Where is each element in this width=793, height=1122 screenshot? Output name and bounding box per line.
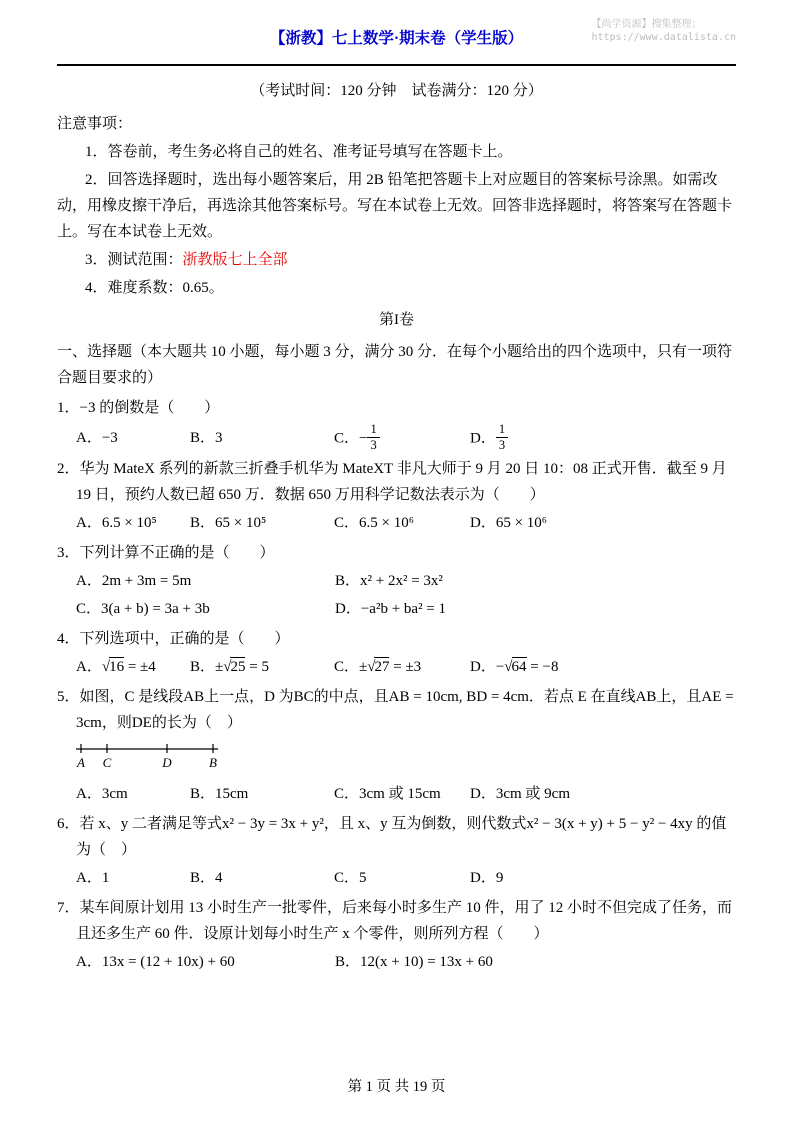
q3-option-b: B．x² + 2x² = 3x² — [335, 573, 443, 590]
question-7-stem: 7．某车间原计划用 13 小时生产一批零件，后来每小时多生产 10 件，用了 12 小时不但完成了任务，而且还多生产 60 件．设原计划每小时生产 x 个零件，则所列方程（ ） — [57, 900, 733, 943]
question-4-stem: 4．下列选项中，正确的是（ ） — [57, 631, 290, 648]
note-item-3-scope: 浙教版七上全部 — [182, 252, 288, 268]
q1-option-d-prefix: D． — [470, 430, 496, 447]
q4-option-d-radicand: 64 — [511, 659, 527, 676]
q7-option-b: B．12(x + 10) = 13x + 60 — [335, 954, 493, 971]
header-divider — [57, 64, 736, 66]
note-item-1: 1．答卷前，考生务必将自己的姓名、准考证号填写在答题卡上。 — [85, 144, 513, 160]
q4-option-a — [76, 654, 190, 680]
q1-option-c-fraction — [367, 423, 379, 452]
note-item-2: 2．回答选择题时，选出每小题答案后，用 2B 铅笔把答题卡上对应题目的答案标号涂黑。如需改动，用橡皮擦干净后，再选涂其他答案标号。写在本试卷上无效。回答非选择题时，将答案写在答题卡上。写在本试卷上无效。 — [57, 172, 733, 240]
header — [57, 18, 736, 54]
q3-option-a: A．2m + 3m = 5m — [76, 573, 192, 590]
watermark-source-text: 【尚学资源】搜集整理； — [591, 19, 702, 30]
question-2-stem: 2．华为 MateX 系列的新款三折叠手机华为 MateXT 非凡大师于 9 月 20 日 10：08 正式开售．截至 9 月 19 日，预约人数已超 650 万．数据 650 万用科学记数法表示为（ ） — [57, 461, 727, 504]
question-3-options-row-2 — [57, 596, 736, 622]
q1-option-d-denominator: 3 — [498, 438, 506, 453]
note-item-4: 4．难度系数：0.65。 — [85, 280, 224, 296]
q1-option-d — [470, 423, 508, 452]
q1-option-b: B．3 — [190, 430, 223, 447]
question-7-options — [57, 949, 736, 975]
q6-option-d: D．9 — [470, 870, 504, 887]
q4-option-d — [470, 654, 558, 680]
q5-figure — [76, 740, 736, 777]
watermark-url: https://www.datalista.cn — [591, 32, 736, 43]
q1-option-c-prefix: C．− — [334, 430, 368, 447]
watermark — [592, 18, 737, 44]
note-item-3-prefix: 3．测试范围： — [85, 252, 183, 268]
q1-option-d-numerator: 1 — [496, 423, 508, 438]
q5-point-c-label: C — [102, 755, 112, 771]
q1-option-c-numerator: 1 — [367, 423, 379, 438]
question-3-options-row-1 — [57, 568, 736, 594]
q4-option-c-radical-icon: √ — [367, 659, 375, 676]
q4-option-a-prefix: A． — [76, 659, 102, 676]
q2-option-d: D．65 × 10⁶ — [470, 515, 548, 532]
page-title: 【浙教】七上数学·期末卷（学生版） — [269, 30, 524, 47]
question-5-options — [57, 781, 736, 807]
exam-info-line: （考试时间：120 分钟 试卷满分：120 分） — [250, 83, 543, 99]
q4-option-c — [334, 654, 470, 680]
question-5-stem: 5．如图，C 是线段AB上一点，D 为BC的中点，且AB = 10cm, BD = 4cm．若点 E 在直线AB上，且AE = 3cm，则DE的长为（ ） — [57, 689, 734, 732]
question-2-options — [57, 510, 736, 536]
q5-point-a-label: A — [77, 755, 85, 771]
q5-option-a: A．3cm — [76, 786, 128, 803]
notes-heading: 注意事项： — [57, 116, 133, 132]
volume-title: 第I卷 — [379, 312, 414, 328]
q4-option-d-radical-icon: √ — [504, 659, 512, 676]
q5-option-b: B．15cm — [190, 786, 249, 803]
q2-option-b: B．65 × 10⁵ — [190, 515, 267, 532]
q4-option-a-radicand: 16 — [109, 659, 125, 676]
q4-option-b-suffix: = 5 — [245, 659, 269, 676]
q4-option-a-suffix: = ±4 — [124, 659, 156, 676]
q4-option-d-prefix: D．− — [470, 659, 505, 676]
q1-option-c — [334, 423, 470, 452]
q1-option-c-denominator: 3 — [370, 438, 377, 453]
q4-option-a-radical-icon: √ — [101, 659, 110, 676]
q2-option-a: A．6.5 × 10⁵ — [76, 515, 157, 532]
question-1-stem: 1．−3 的倒数是（ ） — [57, 400, 220, 416]
q1-option-a: A．−3 — [76, 430, 118, 447]
question-6-options — [57, 865, 736, 891]
page-footer: 第 1 页 共 19 页 — [347, 1079, 446, 1095]
q4-option-b-radicand: 25 — [230, 659, 246, 676]
question-3-stem: 3．下列计算不正确的是（ ） — [57, 545, 275, 562]
q4-option-b — [190, 654, 334, 680]
q7-option-a: A．13x = (12 + 10x) + 60 — [76, 954, 235, 971]
question-1-options — [57, 423, 736, 452]
q4-option-c-prefix: C．± — [334, 659, 368, 676]
q5-option-c: C．3cm 或 15cm — [334, 786, 441, 803]
q5-option-d: D．3cm 或 9cm — [470, 786, 570, 803]
q5-segment-diagram — [76, 740, 226, 772]
q5-point-d-label: D — [162, 755, 172, 771]
q4-option-b-prefix: B．± — [190, 659, 224, 676]
q6-option-b: B．4 — [190, 870, 223, 887]
part1-title: 一、选择题（本大题共 10 小题，每小题 3 分，满分 30 分．在每个小题给出的四个选项中，只有一项符合题目要求的） — [57, 344, 733, 386]
q4-option-d-suffix: = −8 — [526, 659, 559, 676]
q3-option-d: D．−a²b + ba² = 1 — [335, 601, 447, 618]
q1-option-d-fraction — [496, 423, 508, 452]
q5-point-b-label: B — [209, 755, 217, 771]
q4-option-c-suffix: = ±3 — [389, 659, 422, 676]
note-item-3 — [57, 247, 736, 273]
question-4-options — [57, 654, 736, 680]
q3-option-c: C．3(a + b) = 3a + 3b — [76, 601, 210, 618]
q4-option-b-radical-icon: √ — [223, 659, 231, 676]
question-6-stem: 6．若 x、y 二者满足等式x² − 3y = 3x + y²，且 x、y 互为倒数，则代数式x² − 3(x + y) + 5 − y² − 4xy 的值为（ ） — [57, 816, 727, 859]
q6-option-a: A．1 — [76, 870, 110, 887]
q4-option-c-radicand: 27 — [374, 659, 390, 676]
q6-option-c: C．5 — [334, 870, 367, 887]
q2-option-c: C．6.5 × 10⁶ — [334, 515, 414, 532]
